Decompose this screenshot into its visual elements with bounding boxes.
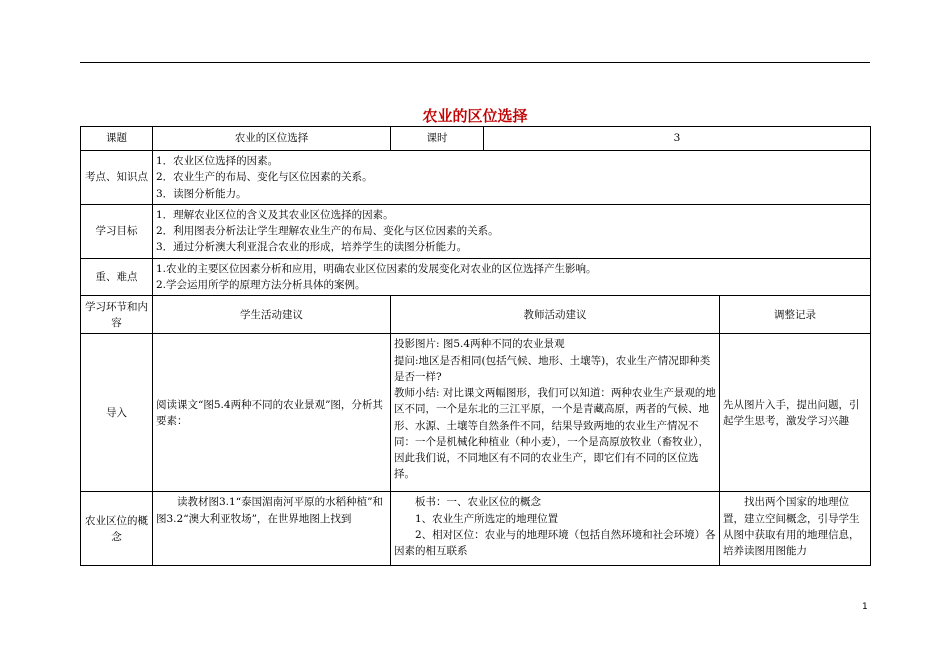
goal-line: 3．通过分析澳大利亚混合农业的形成，培养学生的读图分析能力。: [156, 241, 468, 254]
page-number: 1: [862, 602, 868, 612]
teacher-line: 1、农业生产所选定的地理位置: [415, 512, 559, 525]
student-header: 学生活动建议: [153, 296, 391, 334]
teacher-cell: [391, 492, 720, 566]
stage-cell: 农业区位的概念: [81, 492, 153, 566]
knowledge-label: 考点、知识点: [81, 151, 153, 205]
teacher-line: 教师小结: 对比课文两幅图形，我们可以知道：两种农业生产景观的地区不同，一个是东北的三江平原，一个是青藏高原，两者的气候、地形、水源、土壤等自然条件不同，结果导致两地的农业生产情况不同：一个是机械化种植业（种小麦），一个是高原放牧业（畜牧业），因此我们说，不同地区有不同的农业生产，即它们有不同的区位选择。: [394, 387, 716, 481]
teacher-cell: [391, 334, 720, 492]
hours-value: 3: [484, 127, 871, 151]
record-header: 调整记录: [720, 296, 871, 334]
goal-line: 1．理解农业区位的含义及其农业区位选择的因素。: [156, 208, 394, 221]
record-cell: 先从图片入手，提出问题，引起学生思考，激发学习兴趣: [720, 334, 871, 492]
hours-label: 课时: [391, 127, 484, 151]
goals-content: [153, 204, 871, 258]
student-cell: 读教材图3.1“泰国湄南河平原的水稻种植”和图3.2“澳大利亚牧场”，在世界地图上找到: [153, 492, 391, 566]
row-difficulty: [81, 258, 871, 296]
activity-header-row: [81, 296, 871, 334]
topic-value: 农业的区位选择: [153, 127, 391, 151]
goals-label: 学习目标: [81, 204, 153, 258]
difficulty-content: [153, 258, 871, 296]
row-topic: [81, 127, 871, 151]
lesson-plan-table: [80, 126, 871, 566]
teacher-header: 教师活动建议: [391, 296, 720, 334]
knowledge-line: 1．农业区位选择的因素。: [156, 155, 279, 167]
row-goals: [81, 204, 871, 258]
knowledge-line: 2．农业生产的布局、变化与区位因素的关系。: [156, 171, 373, 184]
activity-row-concept: [81, 492, 871, 566]
difficulty-line: 2.学会运用所学的原理方法分析具体的案例。: [156, 279, 366, 292]
student-cell: 阅读课文“图5.4两种不同的农业景观”图，分析其要素：: [153, 334, 391, 492]
record-cell: 找出两个国家的地理位置，建立空间概念，引导学生从图中获取有用的地理信息，培养读图用图能力: [720, 492, 871, 566]
knowledge-content: [153, 151, 871, 205]
stage-cell: 导入: [81, 334, 153, 492]
document-title: 农业的区位选择: [422, 107, 528, 125]
teacher-line: 投影图片: 图5.4两种不同的农业景观: [394, 338, 565, 351]
header-rule: [80, 62, 870, 63]
teacher-line: 2、相对区位：农业与的地理环境（包括自然环境和社会环境）各因素的相互联系: [394, 528, 716, 558]
knowledge-line: 3．读图分析能力。: [156, 187, 247, 200]
goal-line: 2．利用图表分析法让学生理解农业生产的布局、变化与区位因素的关系。: [156, 225, 499, 238]
difficulty-label: 重、难点: [81, 258, 153, 296]
activity-row-intro: [81, 334, 871, 492]
teacher-line: 板书：一、农业区位的概念: [415, 496, 541, 509]
row-knowledge: [81, 151, 871, 205]
teacher-line: 提问:地区是否相同(包括气候、地形、土壤等)，农业生产情况即种类是否一样?: [394, 354, 711, 383]
stage-header: 学习环节和内容: [81, 296, 153, 334]
topic-label: 课题: [81, 127, 153, 151]
difficulty-line: 1.农业的主要区位因素分析和应用，明确农业区位因素的发展变化对农业的区位选择产生影响。: [156, 262, 597, 275]
